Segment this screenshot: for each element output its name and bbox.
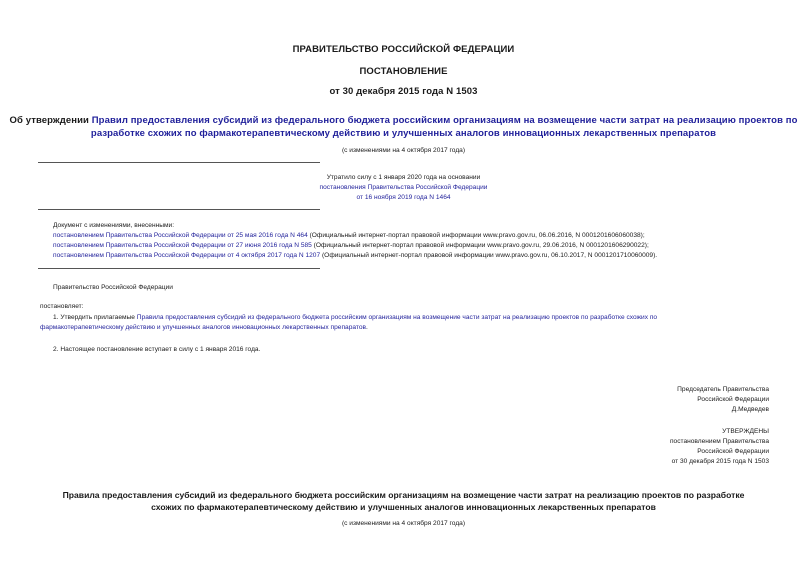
item-1: 1. Утвердить прилагаемые Правила предоставления субсидий из федерального бюджета российским организациям на возмещение части затрат на реализацию проектов по разработке схожих по фармакотерапевтическому действию и улучшенных аналогов инновационных лекарственных препаратов.: [40, 314, 658, 331]
title-rules-link[interactable]: Правил предоставления субсидий из федерального бюджета российским организациям на возмещение части затрат на реализацию проектов по разработке схожих по фармакотерапевтическому действию и улучшенных аналогов инновационных лекарственных препаратов: [90, 115, 798, 139]
approved-label: УТВЕРЖДЕНЫ: [722, 428, 769, 435]
doc-type: ПОСТАНОВЛЕНИЕ: [359, 66, 448, 77]
expired-decree-link[interactable]: постановления Правительства Российской Федерации от 16 ноября 2019 года N 1464: [319, 184, 488, 201]
signature-country: Российской Федерации: [697, 396, 769, 403]
list-item: постановлением Правительства Российской Федерации от 4 октября 2017 года N 1207 (Официальный интернет-портал правовой информации www.pravo.gov.ru, 06.10.2017, N 0001201710060009).: [53, 252, 658, 259]
amended-note: (с изменениями на 4 октября 2017 года): [341, 147, 466, 154]
approved-by: постановлением Правительства: [669, 438, 769, 445]
change-link-3[interactable]: постановлением Правительства Российской Федерации от 4 октября 2017 года N 1207: [53, 252, 321, 259]
issuer: Правительство Российской Федерации: [53, 284, 173, 291]
doc-date: от 30 декабря 2015 года N 1503: [329, 86, 478, 97]
change-link-2[interactable]: постановлением Правительства Российской Федерации от 27 июня 2016 года N 585: [53, 242, 312, 249]
signature-name: Д.Медведев: [731, 406, 769, 413]
divider: [38, 209, 320, 210]
changes-block: [53, 221, 793, 261]
divider: [38, 162, 320, 163]
approved-country: Российской Федерации: [697, 448, 769, 455]
change-link-1[interactable]: постановлением Правительства Российской Федерации от 25 мая 2016 года N 464: [53, 232, 308, 239]
government-name: ПРАВИТЕЛЬСТВО РОССИЙСКОЙ ФЕДЕРАЦИИ: [292, 44, 515, 55]
rules-link-cont[interactable]: фармакотерапевтическому действию и улучшенных аналогов инновационных лекарственных препаратов: [40, 324, 367, 331]
divider: [38, 268, 320, 269]
list-item: постановлением Правительства Российской Федерации от 25 мая 2016 года N 464 (Официальный интернет-портал правовой информации www.pravo.gov.ru, 06.06.2016, N 0001201606060038);: [53, 232, 645, 239]
approved-date: от 30 декабря 2015 года N 1503: [671, 458, 769, 465]
title-prefix: Об утверждении: [9, 115, 92, 126]
item-2: 2. Настоящее постановление вступает в силу с 1 января 2016 года.: [53, 346, 261, 353]
rules-link[interactable]: Правила предоставления субсидий из федерального бюджета российским организациям на возмещение части затрат на реализацию проектов по разработке схожих по: [136, 314, 658, 321]
signature-block: [560, 385, 769, 415]
changes-heading: Документ с изменениями, внесенными:: [53, 222, 175, 229]
approved-block: [560, 427, 769, 467]
document-title: [0, 114, 807, 140]
list-item: постановлением Правительства Российской Федерации от 27 июня 2016 года N 585 (Официальный интернет-портал правовой информации www.pravo.gov.ru, 29.06.2016, N 0001201606290022);: [53, 242, 649, 249]
expired-notice: [0, 173, 807, 203]
rules-title: Правила предоставления субсидий из федерального бюджета российским организациям на возмещение части затрат на реализацию проектов по разработке схожих по фармакотерапевтическому действию и улучшенных аналогов инновационных лекарственных препаратов: [62, 490, 745, 512]
expired-text: Утратило силу с 1 января 2020 года на основании: [326, 174, 481, 181]
decrees-word: постановляет:: [40, 303, 84, 310]
signature-position: Председатель Правительства: [677, 386, 769, 393]
rules-amended-note: (с изменениями на 4 октября 2017 года): [341, 520, 466, 527]
